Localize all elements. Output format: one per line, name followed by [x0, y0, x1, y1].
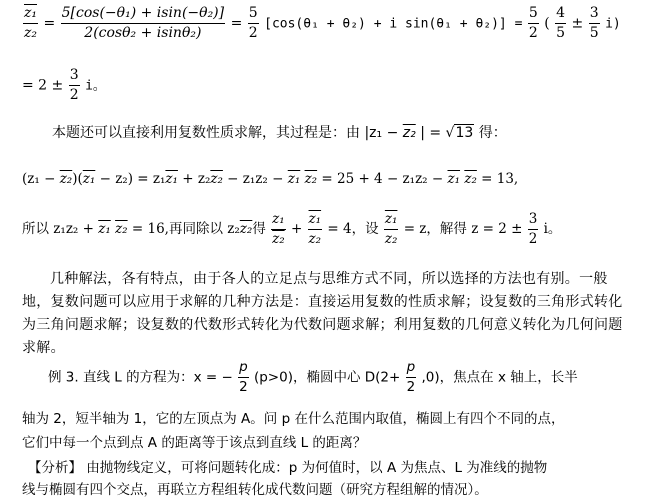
property-method-line: 本题还可以直接利用复数性质求解，其过程是：由 |z₁ − z₂ | = √13 得：	[52, 125, 507, 141]
expr-part: − z₂) = z₁	[95, 171, 166, 187]
numerator: z₁	[271, 210, 286, 230]
denominator: 5	[589, 25, 599, 41]
conjugate-term: z₁	[165, 171, 178, 187]
expr-part: )(	[72, 171, 83, 187]
analysis-line-1	[28, 456, 547, 476]
expansion-line	[22, 171, 518, 187]
conjugate-term: z₂	[210, 171, 223, 187]
conjugate-term: z₂	[59, 171, 73, 187]
equals-sign: =	[230, 15, 243, 32]
paren-open: (	[544, 15, 550, 32]
expr-part: + z₂	[177, 171, 211, 187]
numerator: 5	[528, 4, 539, 24]
denominator: 2	[239, 379, 248, 395]
numerator: 4	[555, 4, 566, 24]
fraction-z1-over-z2	[23, 4, 38, 43]
fraction-five-halves-2	[528, 4, 539, 43]
plus-minus: ±	[571, 15, 584, 32]
equation-line-1	[22, 4, 621, 43]
numerator: p	[238, 358, 249, 378]
conjugate-z2: z₂	[402, 125, 416, 141]
equals-sign: =	[43, 15, 56, 32]
conjugate-term: z₁	[98, 221, 111, 237]
expr-part: = 4，设	[327, 221, 379, 237]
conjugate-term: z₂	[464, 171, 477, 187]
denominator: z₂	[308, 231, 322, 247]
line3-mid: | =	[420, 125, 442, 141]
expr-part: 得	[252, 221, 266, 237]
denominator: z₂	[24, 25, 37, 41]
fraction-four-fifths	[555, 4, 566, 43]
numerator: 3	[528, 210, 539, 230]
analysis-label: 【分析】	[28, 460, 82, 476]
plus-sign: +	[290, 221, 303, 237]
conjugate-term: z₁	[447, 171, 461, 187]
numerator: 5[cos(−θ₁) + isin(−θ₂)]	[61, 4, 225, 24]
denominator: 2	[69, 87, 79, 103]
denominator: 2	[528, 231, 538, 247]
denominator: z₂	[272, 231, 285, 247]
numerator: 3	[589, 4, 600, 24]
denominator: 2	[248, 25, 258, 41]
line2-prefix: = 2 ±	[22, 77, 64, 94]
denominator: 2	[406, 379, 416, 395]
fraction-three-fifths	[589, 4, 600, 43]
numerator: p	[406, 358, 417, 378]
analysis-text: 由抛物线定义，可将问题转化成：p 为何值时，以 A 为焦点、L 为准线的抛物	[86, 460, 548, 476]
expr-part: (z₁ −	[22, 171, 60, 187]
summary-paragraph: 几种解法，各有特点，由于各人的立足点与思维方式不同，所以选择的方法也有别。一般地，复数问题可以应用于求解的几种方法是：直接运用复数的性质求解；设复数的三角形式转化为三角问题求解；设复数的代数形式转化为代数问题求解；利用复数的几何意义转化为几何问题求解。	[22, 271, 623, 356]
line2-suffix: i。	[85, 78, 106, 94]
line3-suffix: 得：	[478, 125, 507, 141]
fraction-set-z	[384, 210, 399, 249]
conjugate-term: z₁	[287, 171, 301, 187]
expr-part: = 16,再同除以 z₂	[127, 221, 240, 237]
numerator: 3	[69, 66, 80, 86]
sqrt-value: 13	[455, 125, 474, 141]
conjugate-term: z₂	[115, 221, 128, 237]
numerator: z₁	[384, 210, 399, 230]
denominator: 2	[528, 25, 538, 41]
fraction-five-halves	[248, 4, 259, 43]
fraction-z1-z2	[271, 210, 286, 249]
fraction-polar	[61, 4, 225, 43]
denominator: 5	[556, 25, 566, 41]
fraction-p-half	[238, 358, 249, 397]
fraction-p-half-2	[406, 358, 417, 397]
fraction-three-halves	[69, 66, 80, 105]
conjugate-term: z₂	[239, 221, 253, 237]
example-text: 例 3. 直线 L 的方程为：x = −	[48, 369, 233, 386]
example-text: (p>0)，椭圆中心 D(2+	[253, 369, 401, 386]
conjugate-term: z₂	[304, 171, 318, 187]
numerator: z₁	[23, 4, 38, 24]
conjugate-term: z₁	[82, 171, 96, 187]
fraction-conj-z1-z2	[308, 210, 323, 249]
example-3-line-1	[48, 358, 578, 397]
solution-line	[22, 210, 561, 249]
expr-part: = 13,	[476, 171, 519, 187]
expr-part: − z₁z₂ −	[222, 171, 288, 187]
fraction-three-halves-result	[528, 210, 539, 249]
denominator: 2(cosθ₂ + isinθ₂)	[84, 25, 202, 41]
numerator: z₁	[308, 210, 323, 230]
equation-line-2	[22, 66, 106, 105]
line3-text: 本题还可以直接利用复数性质求解，其过程是：由 |z₁ −	[52, 125, 399, 141]
denominator: z₂	[384, 231, 398, 247]
expr-part: 所以 z₁z₂ +	[22, 221, 99, 237]
expr-part: = 25 + 4 − z₁z₂ −	[317, 171, 448, 187]
tail-text: i)	[605, 16, 621, 32]
example-text: ,0)，焦点在 x 轴上，长半	[421, 369, 578, 386]
example-3-line-2: 轴为 2，短半轴为 1，它的左顶点为 A。问 p 在什么范围内取值，椭圆上有四个不同的点，	[22, 411, 565, 427]
expr-part: = z，解得 z = 2 ±	[403, 221, 523, 237]
analysis-line-2: 线与椭圆有四个交点，再联立方程组转化成代数问题（研究方程组解的情况）。	[22, 482, 488, 498]
expr-part: i。	[543, 221, 562, 237]
numerator: 5	[248, 4, 259, 24]
cos-sin-expression: [cos(θ₁ + θ₂) + i sin(θ₁ + θ₂)] =	[264, 16, 523, 32]
example-3-line-3: 它们中每一个点到点 A 的距离等于该点到直线 L 的距离？	[22, 435, 367, 451]
